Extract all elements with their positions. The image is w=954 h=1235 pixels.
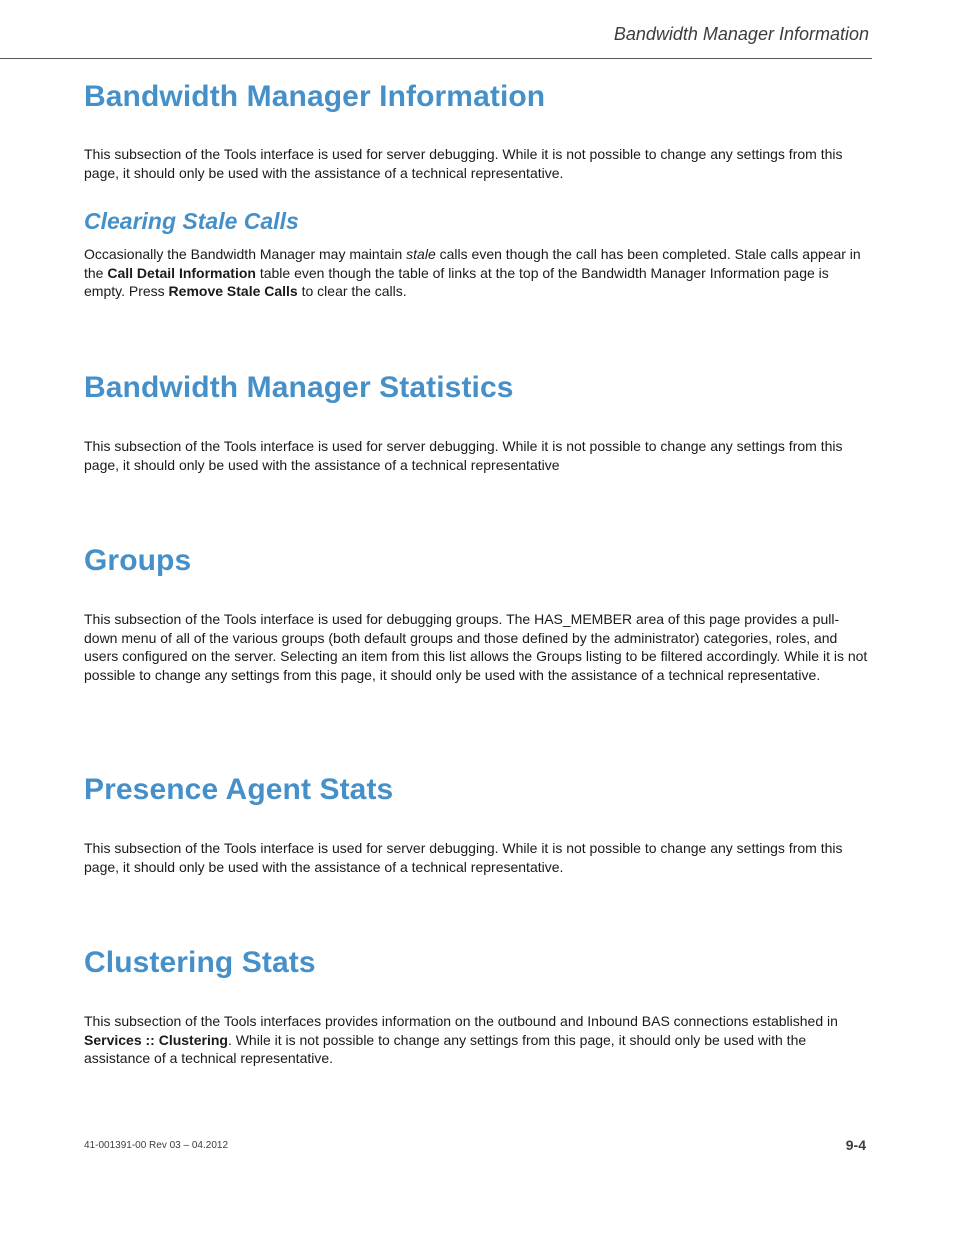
- text-run: table even though the table of links at the top of the Bandwidth Manager Information page is empty. Press: [84, 264, 829, 300]
- paragraph-bandwidth-manager-information: This subsection of the Tools interface is used for server debugging. While it is not possible to change any settings from this page, it should only be used with the assistance of a technical representative.: [84, 146, 843, 181]
- footer-page-number: 9-4: [845, 1137, 866, 1153]
- text-run: This subsection of the Tools interfaces provides information on the outbound and Inbound BAS connections established in: [84, 1013, 838, 1029]
- bold-term-services-clustering: Services :: Clustering: [84, 1031, 228, 1048]
- heading-bandwidth-manager-information: Bandwidth Manager Information: [84, 80, 546, 113]
- bold-term-remove-stale-calls: Remove Stale Calls: [168, 283, 298, 300]
- text-run: calls even though the call has been completed. Stale calls appear in the: [84, 246, 861, 281]
- paragraph-bandwidth-manager-statistics: This subsection of the Tools interface is used for server debugging. While it is not possible to change any settings from this page, it should only be used with the assistance of a technical representative: [84, 438, 843, 473]
- footer-document-id: 41-001391-00 Rev 03 – 04.2012: [84, 1140, 229, 1151]
- heading-bandwidth-manager-statistics: Bandwidth Manager Statistics: [84, 371, 514, 404]
- paragraph-groups: This subsection of the Tools interface is used for debugging groups. The HAS_MEMBER area of this page provides a pull-down menu of all of the various groups (both default groups and those defined by the administrator) categories, roles, and users configured on the server. Selecting an item from this list allows the Groups listing to be filtered accordingly. While it is not possible to change any settings from this page, it should only be used with the assistance of a technical representative.: [84, 611, 868, 684]
- text-run: Occasionally the Bandwidth Manager may maintain: [84, 246, 407, 262]
- text-run: to clear the calls.: [297, 283, 407, 300]
- header-rule: [0, 58, 872, 59]
- paragraph-clustering-stats: [84, 1012, 871, 1068]
- italic-term: stale: [406, 246, 436, 262]
- heading-presence-agent-stats: Presence Agent Stats: [84, 773, 394, 806]
- heading-groups: Groups: [84, 544, 192, 577]
- bold-term-call-detail-information: Call Detail Information: [107, 264, 256, 281]
- paragraph-clearing-stale-calls: [84, 245, 871, 301]
- heading-clustering-stats: Clustering Stats: [84, 946, 316, 979]
- text-run: . While it is not possible to change any settings from this page, it should only be used with the assistance of a technical representative.: [84, 1031, 807, 1067]
- running-header: Bandwidth Manager Information: [613, 24, 869, 44]
- subheading-clearing-stale-calls: Clearing Stale Calls: [84, 208, 299, 234]
- paragraph-presence-agent-stats: This subsection of the Tools interface is used for server debugging. While it is not possible to change any settings from this page, it should only be used with the assistance of a technical representative.: [84, 840, 843, 875]
